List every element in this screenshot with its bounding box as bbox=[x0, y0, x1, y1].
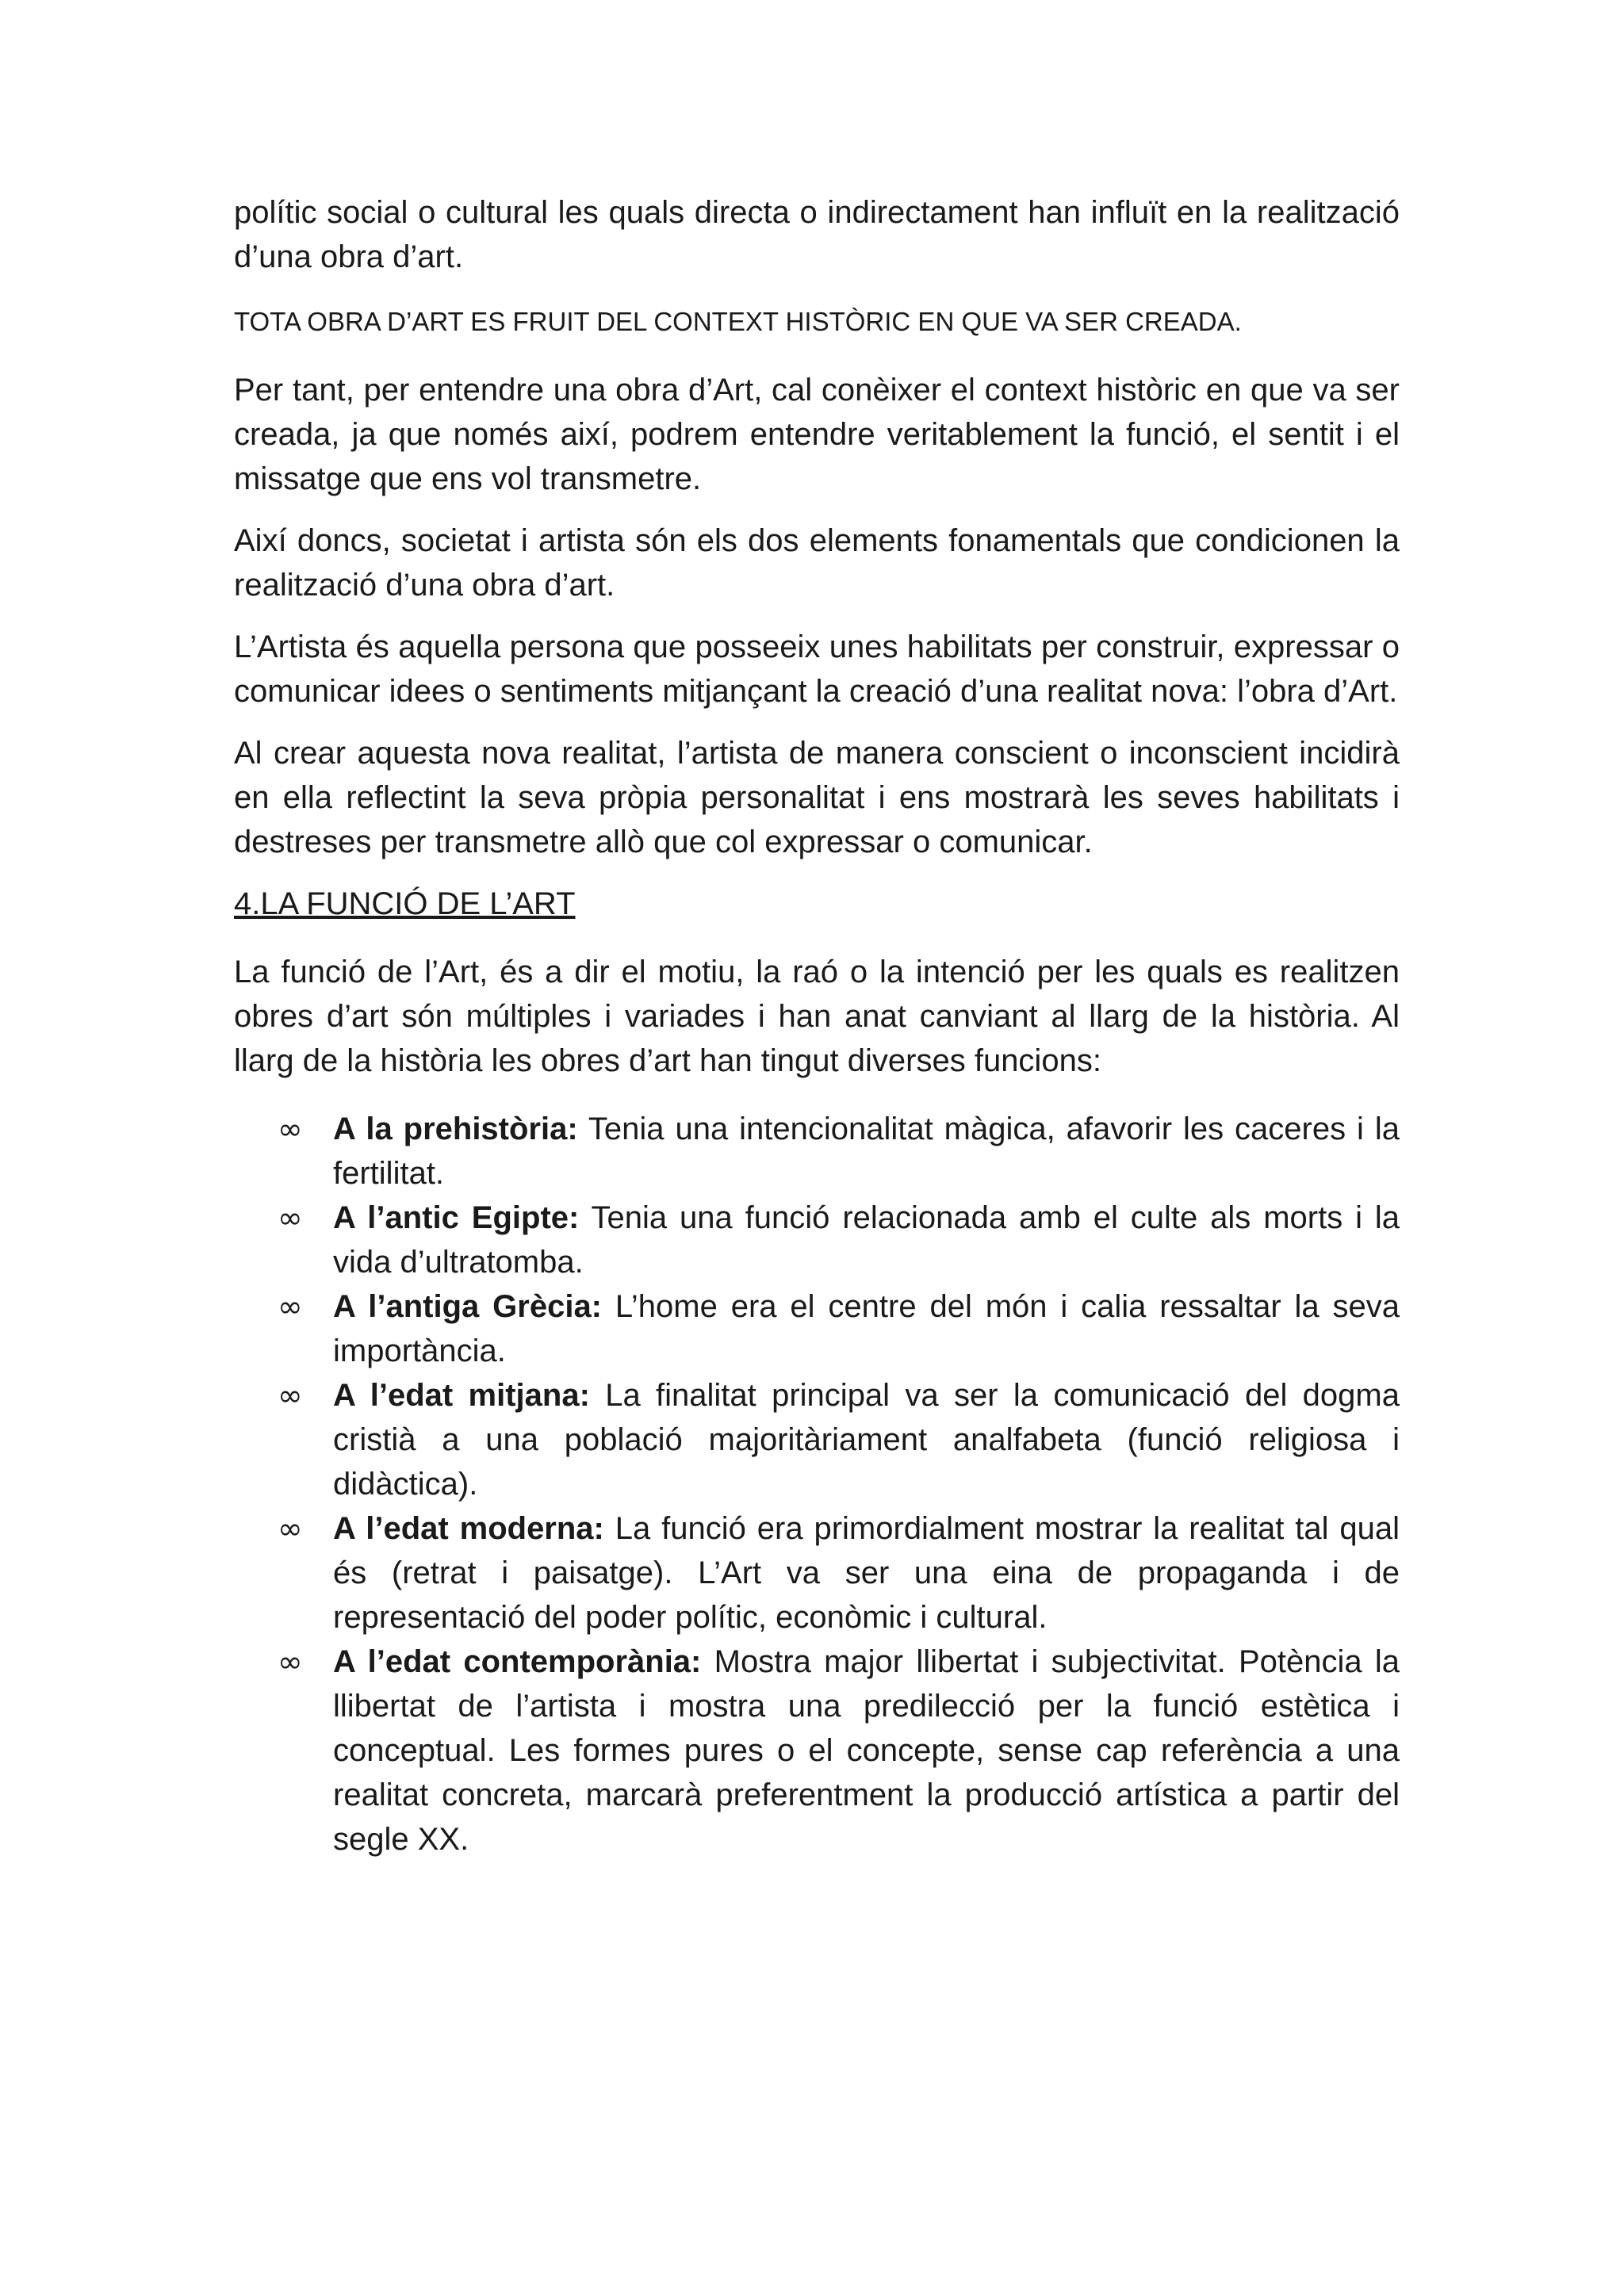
list-item bbox=[234, 1506, 1400, 1640]
paragraph-society-artist: Així doncs, societat i artista són els dos elements fonamentals que condicionen la realització d’una obra d’art. bbox=[234, 523, 1400, 603]
section-heading: 4.LA FUNCIÓ DE L’ART bbox=[234, 886, 576, 921]
infinity-bullet-icon: ∞ bbox=[278, 1511, 303, 1546]
list-item bbox=[234, 1640, 1400, 1862]
paragraph-context-continuation: polític social o cultural les quals directa o indirectament han influït en la realització d’una obra d’art. bbox=[234, 195, 1400, 274]
list-item bbox=[234, 1107, 1400, 1196]
list-item-term: A l’antiga Grècia: bbox=[333, 1289, 603, 1324]
infinity-bullet-icon: ∞ bbox=[278, 1378, 303, 1413]
list-item bbox=[234, 1373, 1400, 1506]
list-item-text: La funció era primordialment mostrar la realitat tal qual és (retrat i paisatge). L’Art va ser una eina de propaganda i de representació del poder polític, econòmic i cultural. bbox=[333, 1511, 1400, 1635]
list-item-term: A l’antic Egipte: bbox=[333, 1200, 580, 1235]
paragraph-new-reality: Al crear aquesta nova realitat, l’artista de manera conscient o inconscient incidirà en ella reflectint la seva pròpia personalitat i ens mostrarà les seves habilitats i destreses per transmetre allò que col expressar o comunicar. bbox=[234, 736, 1400, 859]
list-item-text: Tenia una intencionalitat màgica, afavorir les caceres i la fertilitat. bbox=[333, 1112, 1400, 1191]
infinity-bullet-icon: ∞ bbox=[278, 1112, 303, 1146]
list-item-text: L’home era el centre del món i calia ressaltar la seva importància. bbox=[333, 1289, 1400, 1368]
infinity-bullet-icon: ∞ bbox=[278, 1289, 303, 1324]
paragraph-artist-definition: L’Artista és aquella persona que posseeix unes habilitats per construir, expressar o comunicar idees o sentiments mitjançant la creació d’una realitat nova: l’obra d’Art. bbox=[234, 629, 1400, 709]
list-item-term: A la prehistòria: bbox=[333, 1112, 578, 1146]
document-page bbox=[234, 190, 1400, 1862]
list-item-text: Mostra major llibertat i subjectivitat. Potència la llibertat de l’artista i mostra una predilecció per la funció estètica i conceptual. Les formes pures o el concepte, sense cap referència a una realitat concreta, marcarà preferentment la producció artística a partir del segle XX. bbox=[333, 1644, 1400, 1857]
infinity-bullet-icon: ∞ bbox=[278, 1644, 303, 1679]
list-item-term: A l’edat mitjana: bbox=[333, 1378, 590, 1413]
section-intro: La funció de l’Art, és a dir el motiu, la raó o la intenció per les quals es realitzen obres d’art són múltiples i variades i han anat canviant al llarg de la història. Al llarg de la història les obres d’art han tingut diverses funcions: bbox=[234, 955, 1400, 1078]
uppercase-statement: TOTA OBRA D’ART ES FRUIT DEL CONTEXT HISTÒRIC EN QUE VA SER CREADA. bbox=[234, 307, 1242, 336]
list-item-term: A l’edat moderna: bbox=[333, 1511, 604, 1546]
list-item bbox=[234, 1284, 1400, 1373]
list-item bbox=[234, 1196, 1400, 1284]
list-item-term: A l’edat contemporània: bbox=[333, 1644, 702, 1679]
list-item-text: La finalitat principal va ser la comunicació del dogma cristià a una població majoritàriament analfabeta (funció religiosa i didàctica). bbox=[333, 1378, 1400, 1502]
infinity-bullet-icon: ∞ bbox=[278, 1200, 303, 1235]
paragraph-understanding-art: Per tant, per entendre una obra d’Art, cal conèixer el context històric en que va ser creada, ja que només així, podrem entendre veritablement la funció, el sentit i el missatge que ens vol transmetre. bbox=[234, 373, 1400, 496]
functions-list bbox=[234, 1107, 1400, 1862]
list-item-text: Tenia una funció relacionada amb el culte als morts i la vida d’ultratomba. bbox=[333, 1200, 1400, 1280]
